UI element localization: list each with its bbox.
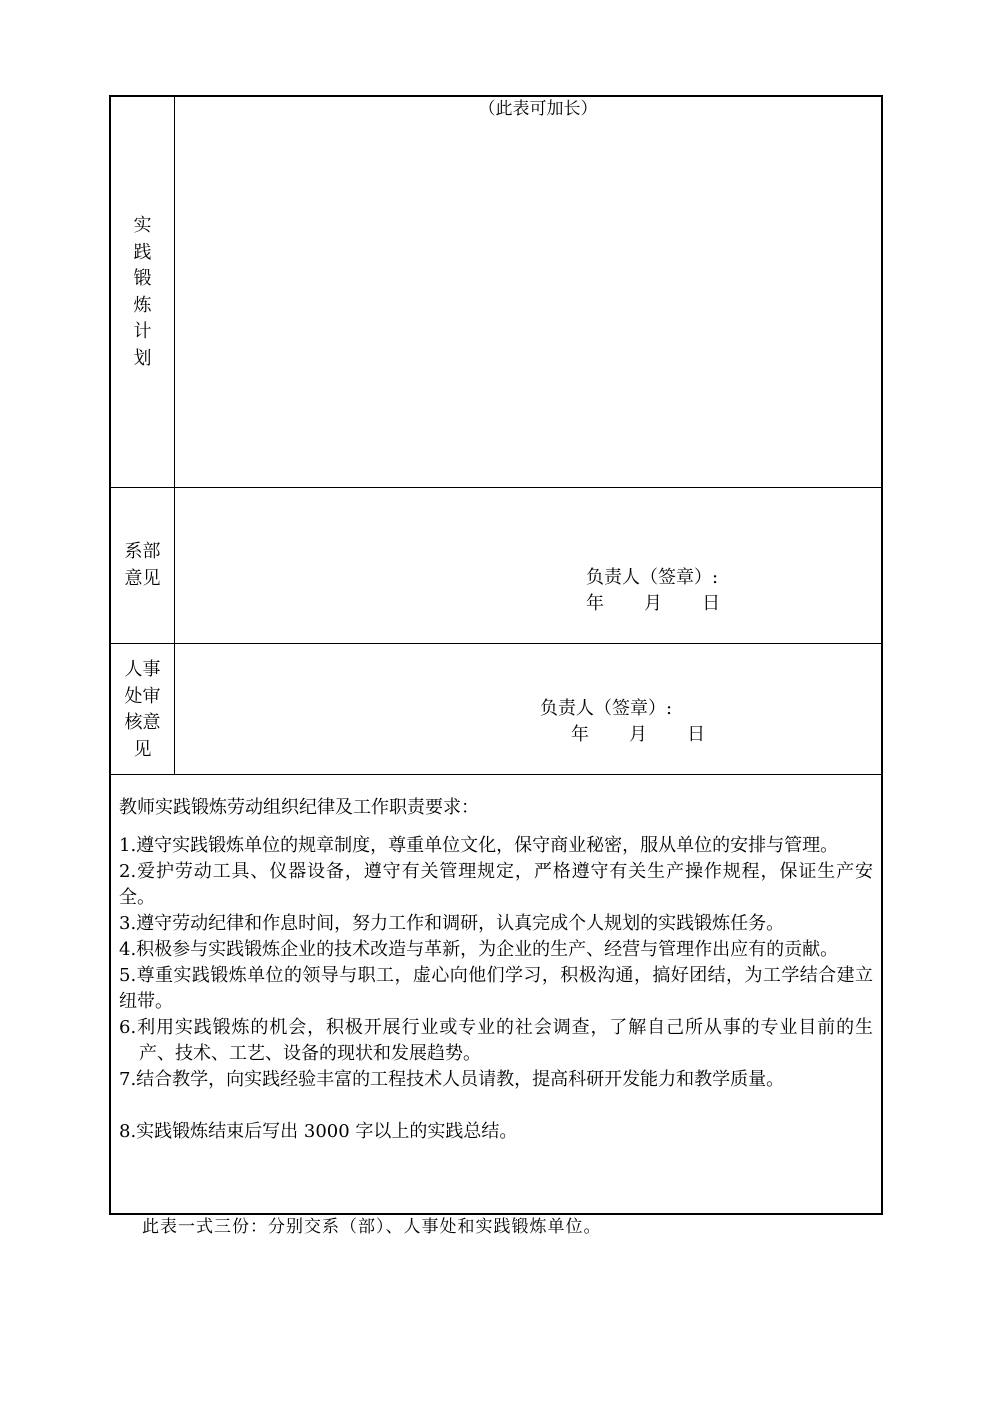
hr-date: 年 月 日 [571, 724, 706, 745]
requirement-item: 6.利用实践锻炼的机会，积极开展行业或专业的社会调查，了解自己所从事的专业目前的生产、技术、工艺、设备的现状和发展趋势。 [119, 1017, 873, 1064]
hr-label-line: 人事 [124, 659, 161, 680]
hr-label [111, 657, 174, 763]
department-label-line: 系部 [124, 541, 161, 562]
department-label [111, 539, 174, 592]
requirement-item: 4.积极参与实践锻炼企业的技术改造与革新，为企业的生产、经营与管理作出应有的贡献。 [119, 939, 839, 960]
plan-label-char: 划 [133, 347, 152, 369]
requirements-section [119, 795, 873, 1145]
requirement-item: 3.遵守劳动纪律和作息时间，努力工作和调研，认真完成个人规划的实践锻炼任务。 [119, 913, 785, 934]
requirement-item: 2.爱护劳动工具、仪器设备，遵守有关管理规定，严格遵守有关生产操作规程，保证生产安全。 [119, 861, 873, 908]
extendable-note: （此表可加长） [478, 99, 598, 119]
hr-label-line: 见 [133, 738, 152, 760]
plan-label-char: 实 [133, 215, 152, 236]
row-divider-department [111, 643, 881, 644]
requirement-item: 5.尊重实践锻炼单位的领导与职工，虚心向他们学习，积极沟通，搞好团结，为工学结合建立纽带。 [119, 965, 873, 1012]
hr-label-line: 核意 [124, 712, 161, 733]
hr-label-line: 处审 [124, 685, 161, 707]
department-label-line: 意见 [124, 567, 161, 589]
plan-label [111, 213, 174, 372]
requirement-item: 8.实践锻炼结束后写出 3000 字以上的实践总结。 [119, 1121, 518, 1142]
row-divider-plan [111, 487, 881, 488]
copies-note: 此表一式三份：分别交系（部）、人事处和实践锻炼单位。 [142, 1217, 602, 1237]
department-date: 年 月 日 [586, 593, 721, 614]
requirements-title: 教师实践锻炼劳动组织纪律及工作职责要求： [119, 797, 479, 818]
hr-signer: 负责人（签章）: [540, 698, 673, 719]
practice-form-table [109, 95, 883, 1215]
plan-label-char: 锻 [133, 268, 152, 289]
requirement-item: 7.结合教学，向实践经验丰富的工程技术人员请教，提高科研开发能力和教学质量。 [119, 1069, 785, 1090]
requirement-item: 1.遵守实践锻炼单位的规章制度，尊重单位文化，保守商业秘密，服从单位的安排与管理。 [119, 835, 839, 856]
plan-label-char: 计 [133, 321, 152, 342]
row-divider-hr [111, 774, 881, 775]
plan-label-char: 践 [133, 241, 152, 263]
label-column-divider [174, 97, 175, 774]
plan-label-char: 炼 [133, 294, 152, 316]
department-signer: 负责人（签章）: [586, 567, 719, 588]
